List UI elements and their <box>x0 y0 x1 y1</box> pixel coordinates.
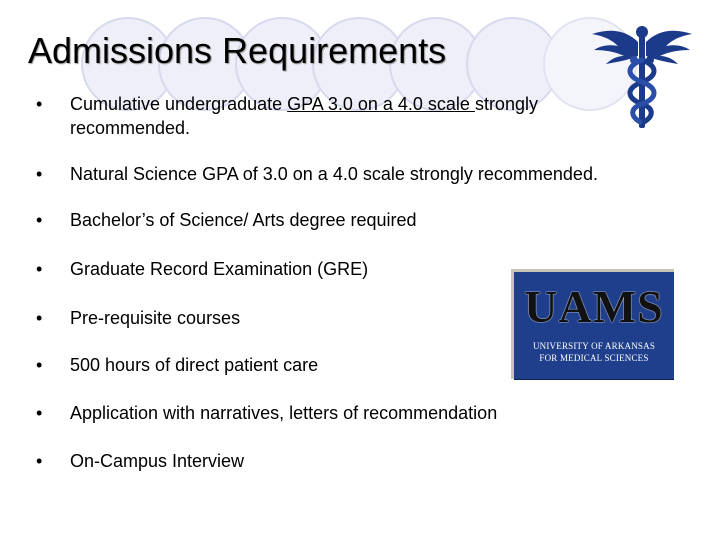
list-item <box>36 162 606 186</box>
bullet-marker: • <box>36 210 43 230</box>
list-item <box>36 401 606 425</box>
uams-logo-line2: FOR MEDICAL SCIENCES <box>539 353 649 363</box>
list-item <box>36 449 606 473</box>
bullet-marker: • <box>36 308 43 328</box>
bullet-text: On-Campus Interview <box>70 451 245 471</box>
bullet-marker: • <box>36 94 43 114</box>
bullet-text-underlined: GPA 3.0 on a 4.0 scale <box>287 94 475 114</box>
list-item <box>36 92 606 140</box>
bullet-text-post: strongly <box>474 94 538 114</box>
uams-logo-line1: UNIVERSITY OF ARKANSAS <box>532 341 656 351</box>
uams-logo-subtitle <box>514 340 674 364</box>
bullet-marker: • <box>36 451 43 471</box>
bullet-text: Graduate Record Examination (GRE) <box>70 259 369 279</box>
bullet-marker: • <box>36 259 43 279</box>
uams-logo <box>511 269 674 379</box>
bullet-text: Natural Science GPA of 3.0 on a 4.0 scale strongly recommended. <box>70 164 598 184</box>
list-item <box>36 208 606 232</box>
bullet-text-pre: Cumulative undergraduate <box>70 94 288 114</box>
uams-logo-wordmark: UAMS <box>524 281 664 332</box>
bullet-text: Application with narratives, letters of recommendation <box>70 403 498 423</box>
bullet-text: Bachelor’s of Science/ Arts degree required <box>70 210 417 230</box>
slide-title: Admissions Requirements <box>28 30 447 71</box>
bullet-marker: • <box>36 164 43 184</box>
bullet-text-line2: recommended. <box>70 118 191 138</box>
bullet-marker: • <box>36 403 43 423</box>
bullet-marker: • <box>36 355 43 375</box>
uams-logo-panel <box>514 272 674 380</box>
bullet-text: Pre-requisite courses <box>70 308 241 328</box>
bullet-text: 500 hours of direct patient care <box>70 355 319 375</box>
